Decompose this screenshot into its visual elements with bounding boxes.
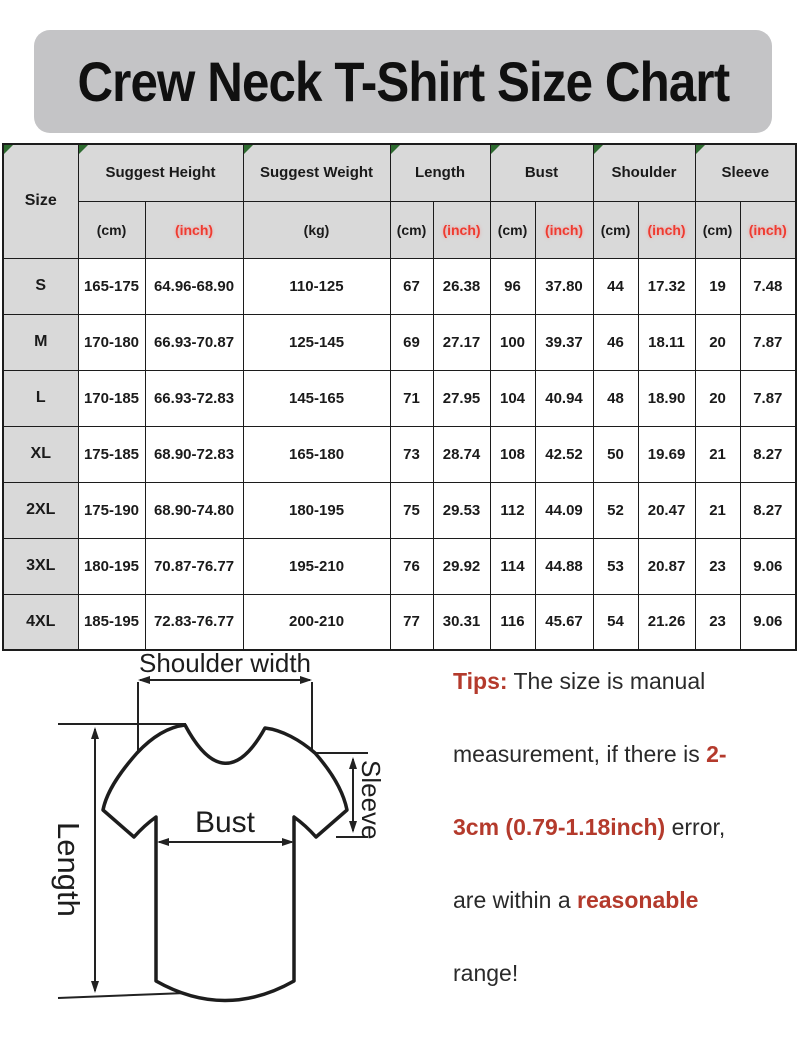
value-cell: 125-145 (243, 314, 390, 370)
value-cell: 165-180 (243, 426, 390, 482)
value-cell: 44.88 (535, 538, 593, 594)
value-cell: 195-210 (243, 538, 390, 594)
value-cell: 50 (593, 426, 638, 482)
page-title: Crew Neck T-Shirt Size Chart (77, 50, 729, 113)
value-cell: 9.06 (740, 538, 796, 594)
value-cell: 7.48 (740, 258, 796, 314)
value-cell: 68.90-74.80 (145, 482, 243, 538)
value-cell: 7.87 (740, 314, 796, 370)
size-table-header (3, 144, 796, 258)
size-cell: S (3, 258, 78, 314)
size-table-body (3, 258, 796, 650)
length-label: Length (51, 822, 86, 917)
value-cell: 39.37 (535, 314, 593, 370)
value-cell: 76 (390, 538, 433, 594)
value-cell: 170-180 (78, 314, 145, 370)
tshirt-outline (103, 725, 347, 1001)
value-cell: 175-185 (78, 426, 145, 482)
unit-header: (cm) (593, 201, 638, 258)
value-cell: 18.90 (638, 370, 695, 426)
value-cell: 21.26 (638, 594, 695, 650)
value-cell: 110-125 (243, 258, 390, 314)
value-cell: 52 (593, 482, 638, 538)
value-cell: 27.95 (433, 370, 490, 426)
value-cell: 145-165 (243, 370, 390, 426)
col-header-shoulder: Shoulder (593, 144, 695, 201)
value-cell: 37.80 (535, 258, 593, 314)
value-cell: 20 (695, 314, 740, 370)
unit-header: (cm) (78, 201, 145, 258)
value-cell: 30.31 (433, 594, 490, 650)
value-cell: 29.53 (433, 482, 490, 538)
value-cell: 69 (390, 314, 433, 370)
value-cell: 104 (490, 370, 535, 426)
sleeve-label: Sleeve (356, 760, 386, 840)
value-cell: 26.38 (433, 258, 490, 314)
value-cell: 21 (695, 426, 740, 482)
value-cell: 29.92 (433, 538, 490, 594)
table-row-m (3, 314, 796, 370)
value-cell: 7.87 (740, 370, 796, 426)
value-cell: 180-195 (78, 538, 145, 594)
size-cell: 4XL (3, 594, 78, 650)
tips-line: are within a reasonable (453, 887, 699, 913)
bust-label: Bust (194, 806, 256, 839)
value-cell: 96 (490, 258, 535, 314)
value-cell: 8.27 (740, 482, 796, 538)
value-cell: 66.93-70.87 (145, 314, 243, 370)
value-cell: 44 (593, 258, 638, 314)
col-header-size: Size (3, 144, 78, 258)
value-cell: 200-210 (243, 594, 390, 650)
value-cell: 19 (695, 258, 740, 314)
value-cell: 170-185 (78, 370, 145, 426)
value-cell: 53 (593, 538, 638, 594)
size-cell: XL (3, 426, 78, 482)
unit-header: (inch) (740, 201, 796, 258)
value-cell: 75 (390, 482, 433, 538)
col-header-suggest-height: Suggest Height (78, 144, 243, 201)
tips-line: Tips: The size is manual (453, 668, 706, 694)
value-cell: 20.47 (638, 482, 695, 538)
value-cell: 40.94 (535, 370, 593, 426)
value-cell: 20.87 (638, 538, 695, 594)
value-cell: 23 (695, 538, 740, 594)
value-cell: 19.69 (638, 426, 695, 482)
value-cell: 73 (390, 426, 433, 482)
tips-line: range! (453, 960, 519, 986)
value-cell: 20 (695, 370, 740, 426)
size-cell: 3XL (3, 538, 78, 594)
value-cell: 21 (695, 482, 740, 538)
value-cell: 185-195 (78, 594, 145, 650)
value-cell: 54 (593, 594, 638, 650)
col-header-bust: Bust (490, 144, 593, 201)
value-cell: 180-195 (243, 482, 390, 538)
value-cell: 42.52 (535, 426, 593, 482)
value-cell: 27.17 (433, 314, 490, 370)
tips-text (453, 645, 773, 1010)
size-cell: L (3, 370, 78, 426)
value-cell: 165-175 (78, 258, 145, 314)
size-cell: 2XL (3, 482, 78, 538)
unit-header: (cm) (695, 201, 740, 258)
header-row-units (3, 201, 796, 258)
col-header-suggest-weight: Suggest Weight (243, 144, 390, 201)
value-cell: 45.67 (535, 594, 593, 650)
size-cell: M (3, 314, 78, 370)
shoulder-width-label: Shoulder width (139, 648, 311, 678)
table-row-4xl (3, 594, 796, 650)
col-header-sleeve: Sleeve (695, 144, 796, 201)
arrowhead (91, 981, 99, 993)
unit-header: (inch) (535, 201, 593, 258)
unit-header: (inch) (145, 201, 243, 258)
value-cell: 66.93-72.83 (145, 370, 243, 426)
value-cell: 72.83-76.77 (145, 594, 243, 650)
value-cell: 18.11 (638, 314, 695, 370)
table-row-2xl (3, 482, 796, 538)
unit-header: (inch) (638, 201, 695, 258)
value-cell: 68.90-72.83 (145, 426, 243, 482)
table-row-l (3, 370, 796, 426)
value-cell: 8.27 (740, 426, 796, 482)
value-cell: 112 (490, 482, 535, 538)
value-cell: 77 (390, 594, 433, 650)
value-cell: 108 (490, 426, 535, 482)
unit-header: (kg) (243, 201, 390, 258)
arrowhead (91, 727, 99, 739)
value-cell: 175-190 (78, 482, 145, 538)
size-table (2, 143, 797, 651)
value-cell: 67 (390, 258, 433, 314)
value-cell: 17.32 (638, 258, 695, 314)
value-cell: 44.09 (535, 482, 593, 538)
value-cell: 70.87-76.77 (145, 538, 243, 594)
col-header-length: Length (390, 144, 490, 201)
value-cell: 28.74 (433, 426, 490, 482)
header-row-groups (3, 144, 796, 201)
table-row-xl (3, 426, 796, 482)
title-banner (34, 30, 772, 133)
value-cell: 46 (593, 314, 638, 370)
value-cell: 64.96-68.90 (145, 258, 243, 314)
value-cell: 23 (695, 594, 740, 650)
table-row-s (3, 258, 796, 314)
value-cell: 116 (490, 594, 535, 650)
tips-line: measurement, if there is 2- (453, 741, 727, 767)
tips-line: 3cm (0.79-1.18inch) error, (453, 814, 726, 840)
unit-header: (cm) (390, 201, 433, 258)
unit-header: (cm) (490, 201, 535, 258)
unit-header: (inch) (433, 201, 490, 258)
table-row-3xl (3, 538, 796, 594)
value-cell: 100 (490, 314, 535, 370)
value-cell: 9.06 (740, 594, 796, 650)
value-cell: 114 (490, 538, 535, 594)
value-cell: 48 (593, 370, 638, 426)
value-cell: 71 (390, 370, 433, 426)
